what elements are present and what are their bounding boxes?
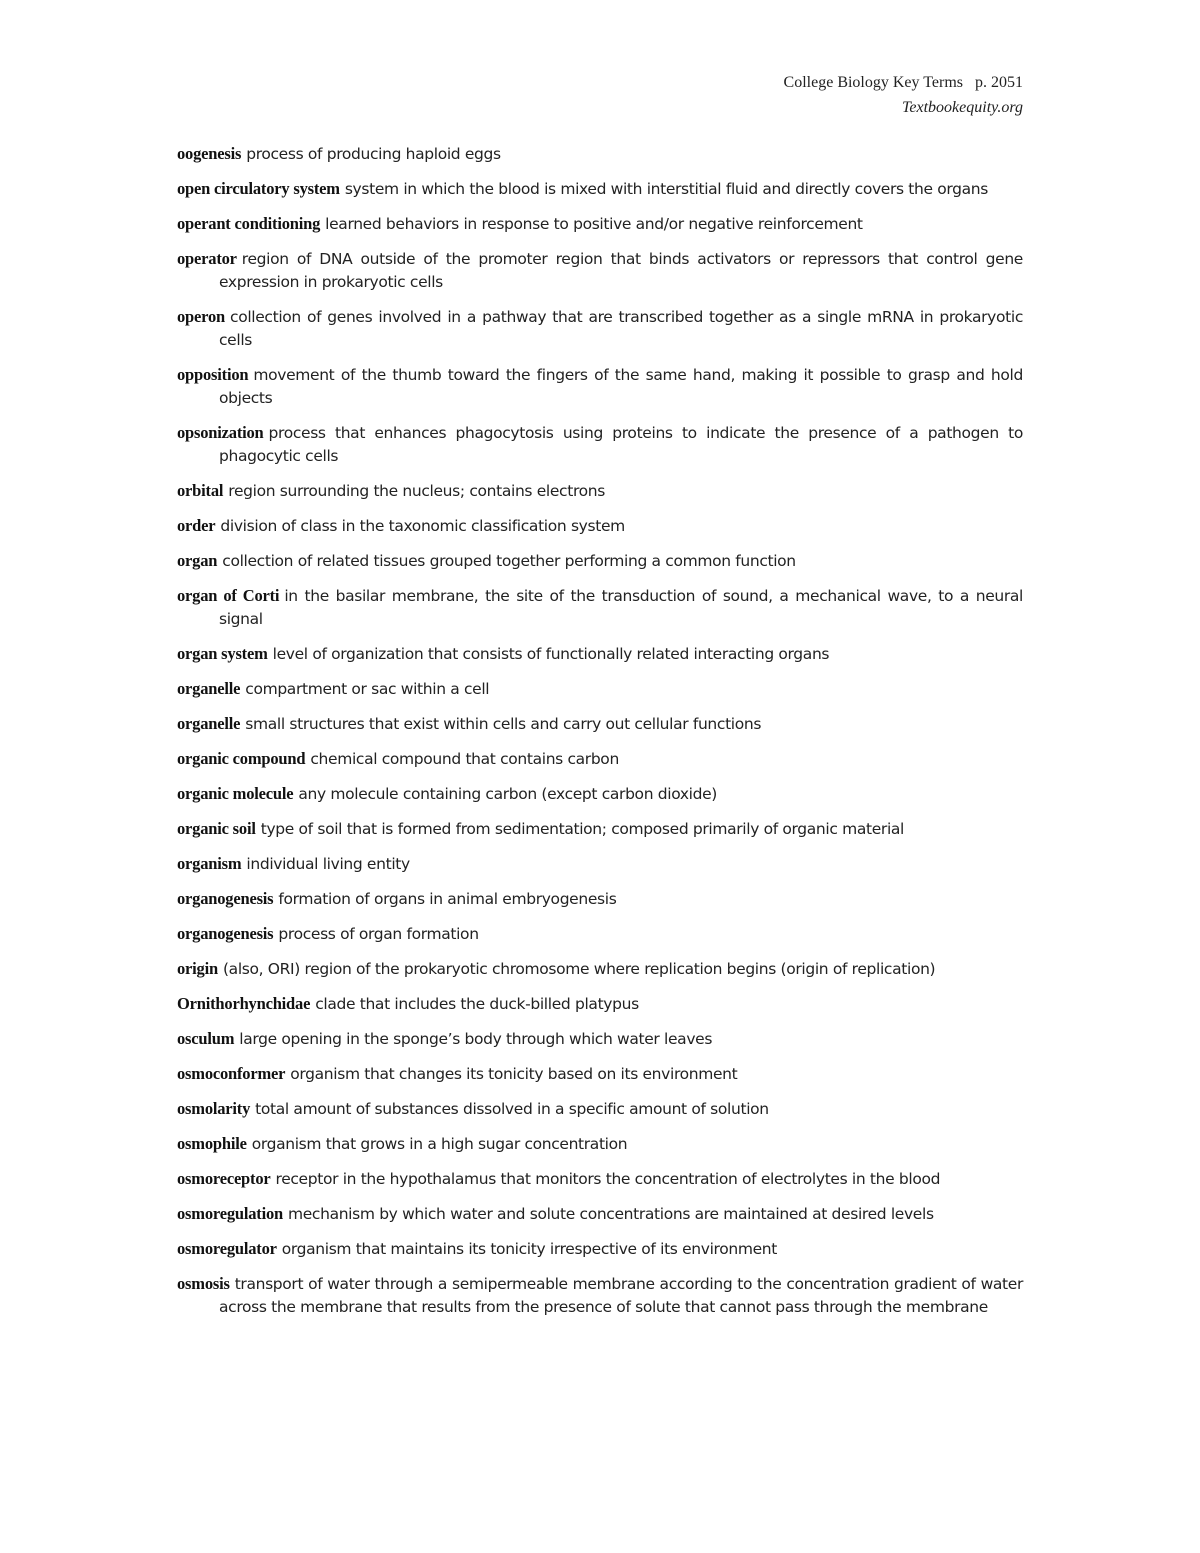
glossary-entry	[177, 922, 1023, 946]
glossary-entry	[177, 514, 1023, 538]
glossary-entry	[177, 421, 1023, 468]
glossary-definition: organism that changes its tonicity based on its environment	[290, 1065, 738, 1083]
glossary-entry	[177, 1202, 1023, 1226]
glossary-term: organelle	[177, 714, 241, 733]
glossary-definition: collection of related tissues grouped together performing a common function	[222, 552, 796, 570]
glossary-entry	[177, 584, 1023, 631]
glossary-definition: clade that includes the duck-billed platypus	[315, 995, 639, 1013]
glossary-term: opposition	[177, 365, 249, 384]
glossary-entry	[177, 992, 1023, 1016]
glossary-entry	[177, 549, 1023, 573]
glossary-term: orbital	[177, 481, 224, 500]
glossary-entry	[177, 1132, 1023, 1156]
glossary-definition: process of organ formation	[278, 925, 479, 943]
page-header	[784, 70, 1023, 120]
glossary-term: organ system	[177, 644, 268, 663]
glossary-term: operant conditioning	[177, 214, 321, 233]
glossary-term: organ of Corti	[177, 586, 280, 605]
glossary-definition: transport of water through a semipermeable membrane according to the concentration gradient of water across the membrane that results from the presence of solute that cannot pass through the membrane	[219, 1275, 1023, 1316]
glossary-definition: movement of the thumb toward the fingers of the same hand, making it possible to grasp and hold objects	[219, 366, 1023, 407]
glossary-definition: individual living entity	[246, 855, 410, 873]
glossary-term: osmophile	[177, 1134, 247, 1153]
glossary-entry	[177, 305, 1023, 352]
glossary-definition: system in which the blood is mixed with interstitial fluid and directly covers the organs	[344, 180, 988, 198]
glossary-term: organogenesis	[177, 924, 274, 943]
glossary-term: organic molecule	[177, 784, 294, 803]
header-site: Textbookequity.org	[901, 99, 1023, 116]
glossary-definition: type of soil that is formed from sedimentation; composed primarily of organic material	[260, 820, 904, 838]
header-title: College Biology Key Terms p. 2051	[783, 74, 1023, 91]
glossary-definition: total amount of substances dissolved in a specific amount of solution	[255, 1100, 769, 1118]
glossary-entry	[177, 817, 1023, 841]
glossary-entry	[177, 177, 1023, 201]
glossary-term: organic compound	[177, 749, 306, 768]
glossary-entry	[177, 1062, 1023, 1086]
glossary-entry	[177, 1272, 1023, 1319]
glossary-entry	[177, 1237, 1023, 1261]
glossary-definition: mechanism by which water and solute concentrations are maintained at desired levels	[287, 1205, 934, 1223]
glossary-definition: organism that grows in a high sugar concentration	[251, 1135, 628, 1153]
glossary-term: osculum	[177, 1029, 235, 1048]
glossary-term: origin	[177, 959, 218, 978]
glossary-definition: level of organization that consists of functionally related interacting organs	[272, 645, 830, 663]
glossary-entry	[177, 747, 1023, 771]
glossary-term: Ornithorhynchidae	[177, 994, 311, 1013]
glossary-definition: process that enhances phagocytosis using proteins to indicate the presence of a pathogen to phagocytic cells	[219, 424, 1023, 465]
glossary-definition: receptor in the hypothalamus that monitors the concentration of electrolytes in the blood	[275, 1170, 941, 1188]
glossary-term: osmoconformer	[177, 1064, 286, 1083]
glossary-term: osmolarity	[177, 1099, 251, 1118]
glossary-term: operator	[177, 249, 237, 268]
glossary-term: osmoregulation	[177, 1204, 283, 1223]
glossary-definition: learned behaviors in response to positive and/or negative reinforcement	[325, 215, 863, 233]
glossary-definition: collection of genes involved in a pathway that are transcribed together as a single mRNA in prokaryotic cells	[219, 308, 1023, 349]
glossary-term: order	[177, 516, 216, 535]
glossary-entry	[177, 887, 1023, 911]
glossary-term: organism	[177, 854, 242, 873]
glossary-term: osmoreceptor	[177, 1169, 271, 1188]
glossary-definition: organism that maintains its tonicity irrespective of its environment	[281, 1240, 777, 1258]
glossary-definition: region of DNA outside of the promoter region that binds activators or repressors that control gene expression in prokaryotic cells	[219, 250, 1023, 291]
glossary-term: osmoregulator	[177, 1239, 277, 1258]
glossary-list	[177, 142, 1023, 1330]
glossary-entry	[177, 782, 1023, 806]
glossary-entry	[177, 1167, 1023, 1191]
glossary-entry	[177, 642, 1023, 666]
glossary-entry	[177, 479, 1023, 503]
glossary-definition: region surrounding the nucleus; contains electrons	[228, 482, 605, 500]
glossary-entry	[177, 363, 1023, 410]
glossary-term: osmosis	[177, 1274, 230, 1293]
glossary-term: organic soil	[177, 819, 256, 838]
glossary-entry	[177, 247, 1023, 294]
glossary-definition: division of class in the taxonomic classification system	[220, 517, 625, 535]
glossary-definition: in the basilar membrane, the site of the transduction of sound, a mechanical wave, to a neural signal	[219, 587, 1023, 628]
glossary-definition: process of producing haploid eggs	[246, 145, 501, 163]
glossary-entry	[177, 677, 1023, 701]
glossary-entry	[177, 957, 1023, 981]
glossary-definition: small structures that exist within cells and carry out cellular functions	[245, 715, 762, 733]
glossary-definition: formation of organs in animal embryogenesis	[278, 890, 617, 908]
glossary-term: organelle	[177, 679, 241, 698]
glossary-term: organogenesis	[177, 889, 274, 908]
glossary-term: oogenesis	[177, 144, 242, 163]
glossary-term: operon	[177, 307, 226, 326]
glossary-entry	[177, 212, 1023, 236]
glossary-definition: compartment or sac within a cell	[245, 680, 490, 698]
glossary-entry	[177, 852, 1023, 876]
glossary-term: opsonization	[177, 423, 264, 442]
glossary-term: organ	[177, 551, 218, 570]
glossary-entry	[177, 142, 1023, 166]
glossary-term: open circulatory system	[177, 179, 340, 198]
glossary-entry	[177, 1097, 1023, 1121]
glossary-definition: (also, ORI) region of the prokaryotic chromosome where replication begins (origin of replication)	[222, 960, 936, 978]
glossary-entry	[177, 1027, 1023, 1051]
glossary-definition: large opening in the sponge’s body through which water leaves	[239, 1030, 713, 1048]
glossary-entry	[177, 712, 1023, 736]
glossary-definition: any molecule containing carbon (except carbon dioxide)	[298, 785, 717, 803]
glossary-definition: chemical compound that contains carbon	[310, 750, 619, 768]
